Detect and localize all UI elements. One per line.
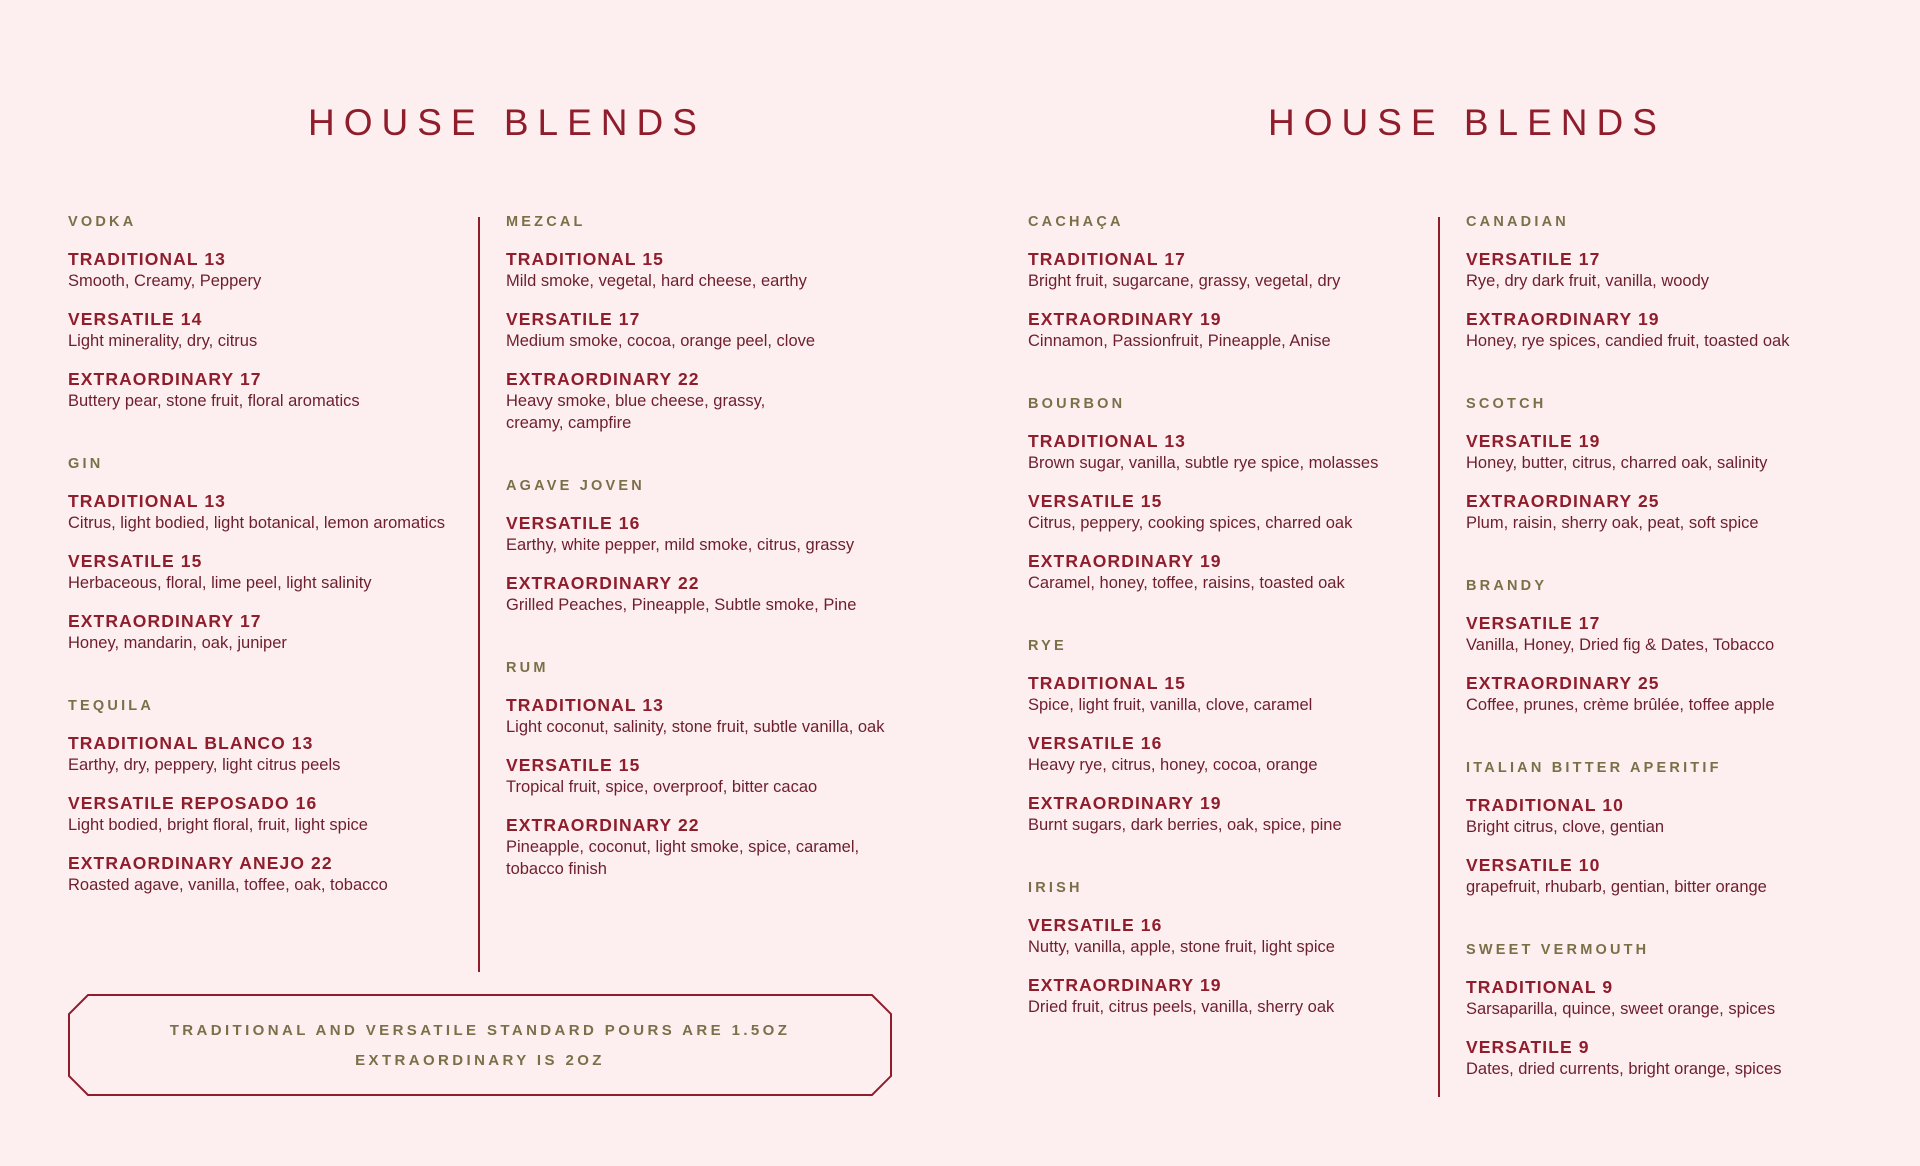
category-heading: CANADIAN (1466, 214, 1569, 230)
menu-item-description: Earthy, white pepper, mild smoke, citrus, grassy (506, 536, 855, 554)
notice-line-extraordinary: EXTRAORDINARY IS 2OZ (355, 1052, 605, 1069)
menu-item (1028, 732, 1428, 776)
menu-item (506, 248, 906, 292)
menu-item (1028, 792, 1428, 836)
menu-item-name: TRADITIONAL 10 (1466, 795, 1625, 815)
menu-item-description-cont: creamy, campfire (506, 414, 632, 432)
menu-item-description: Heavy rye, citrus, honey, cocoa, orange (1028, 756, 1318, 774)
menu-item-description: Earthy, dry, peppery, light citrus peels (68, 756, 341, 774)
menu-item (1028, 672, 1428, 716)
category-heading: BOURBON (1028, 396, 1126, 412)
menu-item-description: Smooth, Creamy, Peppery (68, 272, 262, 290)
menu-item-description: Buttery pear, stone fruit, floral aromatics (68, 392, 360, 410)
menu-item (506, 572, 906, 616)
category-section (1466, 396, 1866, 534)
category-section (1028, 880, 1428, 1018)
menu-item (68, 732, 468, 776)
notice-frame-shape (68, 994, 892, 1096)
menu-item (506, 754, 906, 798)
menu-item (1466, 794, 1866, 838)
category-section (1466, 578, 1866, 716)
menu-item-name: EXTRAORDINARY 22 (506, 573, 700, 593)
menu-item-description: Honey, rye spices, candied fruit, toasted oak (1466, 332, 1790, 350)
menu-item-description: Light coconut, salinity, stone fruit, subtle vanilla, oak (506, 718, 885, 736)
menu-item-description: Coffee, prunes, crème brûlée, toffee apple (1466, 696, 1775, 714)
menu-item-name: VERSATILE REPOSADO 16 (68, 793, 318, 813)
menu-column-left-1 (68, 212, 468, 912)
category-heading: GIN (68, 456, 104, 472)
menu-item (1028, 914, 1428, 958)
menu-item (68, 248, 468, 292)
menu-item-description: Medium smoke, cocoa, orange peel, clove (506, 332, 816, 350)
menu-item-name: TRADITIONAL 9 (1466, 977, 1614, 997)
category-heading: IRISH (1028, 880, 1083, 896)
menu-item-description: Dried fruit, citrus peels, vanilla, sherry oak (1028, 998, 1335, 1016)
menu-item-name: EXTRAORDINARY 17 (68, 611, 262, 631)
category-heading: RYE (1028, 638, 1067, 654)
menu-item (1466, 976, 1866, 1020)
category-heading: VODKA (68, 214, 137, 230)
menu-item (506, 512, 906, 556)
menu-item-description: Citrus, light bodied, light botanical, lemon aromatics (68, 514, 445, 532)
pour-notice-box (68, 994, 892, 1096)
menu-item-name: EXTRAORDINARY 22 (506, 815, 700, 835)
menu-item-description: Herbaceous, floral, lime peel, light salinity (68, 574, 372, 592)
menu-item-description: Plum, raisin, sherry oak, peat, soft spice (1466, 514, 1759, 532)
menu-item-name: EXTRAORDINARY ANEJO 22 (68, 853, 333, 873)
menu-item-description: Brown sugar, vanilla, subtle rye spice, molasses (1028, 454, 1379, 472)
menu-item-name: TRADITIONAL 13 (68, 491, 227, 511)
category-section (68, 214, 468, 412)
menu-item-name: VERSATILE 17 (1466, 249, 1601, 269)
menu-item-description: Mild smoke, vegetal, hard cheese, earthy (506, 272, 807, 290)
menu-item (68, 308, 468, 352)
category-heading: BRANDY (1466, 578, 1548, 594)
menu-item-name: EXTRAORDINARY 25 (1466, 491, 1660, 511)
menu-item (68, 792, 468, 836)
menu-column-right-1 (1028, 212, 1428, 1034)
menu-item-name: VERSATILE 19 (1466, 431, 1601, 451)
category-heading: TEQUILA (68, 698, 155, 714)
menu-item-description: Sarsaparilla, quince, sweet orange, spices (1466, 1000, 1776, 1018)
menu-item-description: Heavy smoke, blue cheese, grassy, (506, 392, 766, 410)
page-title-right: HOUSE BLENDS (1268, 102, 1666, 143)
menu-item-name: EXTRAORDINARY 22 (506, 369, 700, 389)
menu-item-name: TRADITIONAL 13 (506, 695, 665, 715)
category-section (1466, 942, 1866, 1080)
menu-item-name: EXTRAORDINARY 19 (1466, 309, 1660, 329)
category-section (506, 478, 906, 616)
page-title-left: HOUSE BLENDS (308, 102, 706, 143)
column-divider (478, 217, 480, 972)
menu-item-name: VERSATILE 16 (1028, 915, 1163, 935)
category-heading: AGAVE JOVEN (506, 478, 645, 494)
menu-item-description: Caramel, honey, toffee, raisins, toasted oak (1028, 574, 1345, 592)
category-section (1466, 214, 1866, 352)
menu-item-description: Bright citrus, clove, gentian (1466, 818, 1665, 836)
category-section (506, 660, 906, 880)
category-heading: SCOTCH (1466, 396, 1547, 412)
category-section (1028, 396, 1428, 594)
menu-item-name: TRADITIONAL 13 (1028, 431, 1187, 451)
menu-item-description: Rye, dry dark fruit, vanilla, woody (1466, 272, 1710, 290)
menu-item (506, 368, 906, 434)
menu-item (68, 550, 468, 594)
menu-item-description: grapefruit, rhubarb, gentian, bitter orange (1466, 878, 1767, 896)
notice-line-pour-sizes: TRADITIONAL AND VERSATILE STANDARD POURS ARE 1.5OZ (169, 1022, 791, 1039)
menu-item-description: Roasted agave, vanilla, toffee, oak, tobacco (68, 876, 388, 894)
menu-item-description: Citrus, peppery, cooking spices, charred oak (1028, 514, 1353, 532)
menu-item (506, 814, 906, 880)
category-heading: CACHAÇA (1028, 214, 1124, 230)
menu-item (506, 694, 906, 738)
category-section (1028, 638, 1428, 836)
menu-item (1028, 430, 1428, 474)
menu-item-name: VERSATILE 9 (1466, 1037, 1590, 1057)
menu-item-description: Dates, dried currents, bright orange, spices (1466, 1060, 1782, 1078)
category-heading: RUM (506, 660, 549, 676)
menu-item-name: VERSATILE 15 (68, 551, 203, 571)
menu-item-name: VERSATILE 10 (1466, 855, 1601, 875)
menu-item (1466, 1036, 1866, 1080)
menu-item-description: Honey, butter, citrus, charred oak, salinity (1466, 454, 1768, 472)
menu-item (68, 852, 468, 896)
category-section (1466, 760, 1866, 898)
category-section (68, 456, 468, 654)
menu-item-description-cont: tobacco finish (506, 860, 607, 878)
menu-item (1466, 854, 1866, 898)
menu-item-name: TRADITIONAL 15 (506, 249, 665, 269)
menu-item (1028, 974, 1428, 1018)
menu-item-description: Light bodied, bright floral, fruit, light spice (68, 816, 368, 834)
menu-item-description: Burnt sugars, dark berries, oak, spice, pine (1028, 816, 1342, 834)
menu-column-left-2 (506, 212, 906, 896)
menu-item (1466, 612, 1866, 656)
category-section (68, 698, 468, 896)
menu-item-name: VERSATILE 16 (506, 513, 641, 533)
category-heading: MEZCAL (506, 214, 586, 230)
menu-item (1028, 550, 1428, 594)
menu-item (1466, 248, 1866, 292)
menu-item-description: Pineapple, coconut, light smoke, spice, caramel, (506, 838, 860, 856)
menu-item (1028, 308, 1428, 352)
menu-item-name: EXTRAORDINARY 19 (1028, 975, 1222, 995)
column-divider (1438, 217, 1440, 1097)
menu-item (68, 490, 468, 534)
menu-item-name: EXTRAORDINARY 19 (1028, 793, 1222, 813)
menu-item-name: EXTRAORDINARY 19 (1028, 309, 1222, 329)
category-heading: ITALIAN BITTER APERITIF (1466, 760, 1722, 776)
category-section (506, 214, 906, 434)
menu-item (1466, 672, 1866, 716)
menu-item-description: Light minerality, dry, citrus (68, 332, 258, 350)
menu-item-description: Tropical fruit, spice, overproof, bitter cacao (506, 778, 818, 796)
menu-item-description: Nutty, vanilla, apple, stone fruit, light spice (1028, 938, 1335, 956)
menu-item-name: EXTRAORDINARY 25 (1466, 673, 1660, 693)
menu-item-description: Honey, mandarin, oak, juniper (68, 634, 287, 652)
menu-column-right-2 (1466, 212, 1866, 1096)
menu-item (68, 610, 468, 654)
menu-item (1028, 490, 1428, 534)
menu-item-description: Spice, light fruit, vanilla, clove, caramel (1028, 696, 1313, 714)
menu-item (1466, 430, 1866, 474)
menu-item-name: TRADITIONAL 13 (68, 249, 227, 269)
menu-item-name: TRADITIONAL 17 (1028, 249, 1187, 269)
menu-item-name: VERSATILE 15 (506, 755, 641, 775)
menu-item-name: VERSATILE 15 (1028, 491, 1163, 511)
menu-item-name: VERSATILE 17 (506, 309, 641, 329)
menu-item-description: Bright fruit, sugarcane, grassy, vegetal, dry (1028, 272, 1341, 290)
category-heading: SWEET VERMOUTH (1466, 942, 1650, 958)
menu-item-name: VERSATILE 17 (1466, 613, 1601, 633)
menu-item (506, 308, 906, 352)
menu-item-name: EXTRAORDINARY 19 (1028, 551, 1222, 571)
menu-item-name: EXTRAORDINARY 17 (68, 369, 262, 389)
menu-item-description: Vanilla, Honey, Dried fig & Dates, Tobacco (1466, 636, 1775, 654)
menu-item-name: TRADITIONAL BLANCO 13 (68, 733, 314, 753)
category-section (1028, 214, 1428, 352)
menu-item-description: Grilled Peaches, Pineapple, Subtle smoke, Pine (506, 596, 857, 614)
menu-item-name: VERSATILE 14 (68, 309, 203, 329)
menu-item (1466, 490, 1866, 534)
menu-item-name: TRADITIONAL 15 (1028, 673, 1187, 693)
menu-item (1466, 308, 1866, 352)
menu-item-description: Cinnamon, Passionfruit, Pineapple, Anise (1028, 332, 1331, 350)
menu-item-name: VERSATILE 16 (1028, 733, 1163, 753)
menu-item (68, 368, 468, 412)
menu-item (1028, 248, 1428, 292)
